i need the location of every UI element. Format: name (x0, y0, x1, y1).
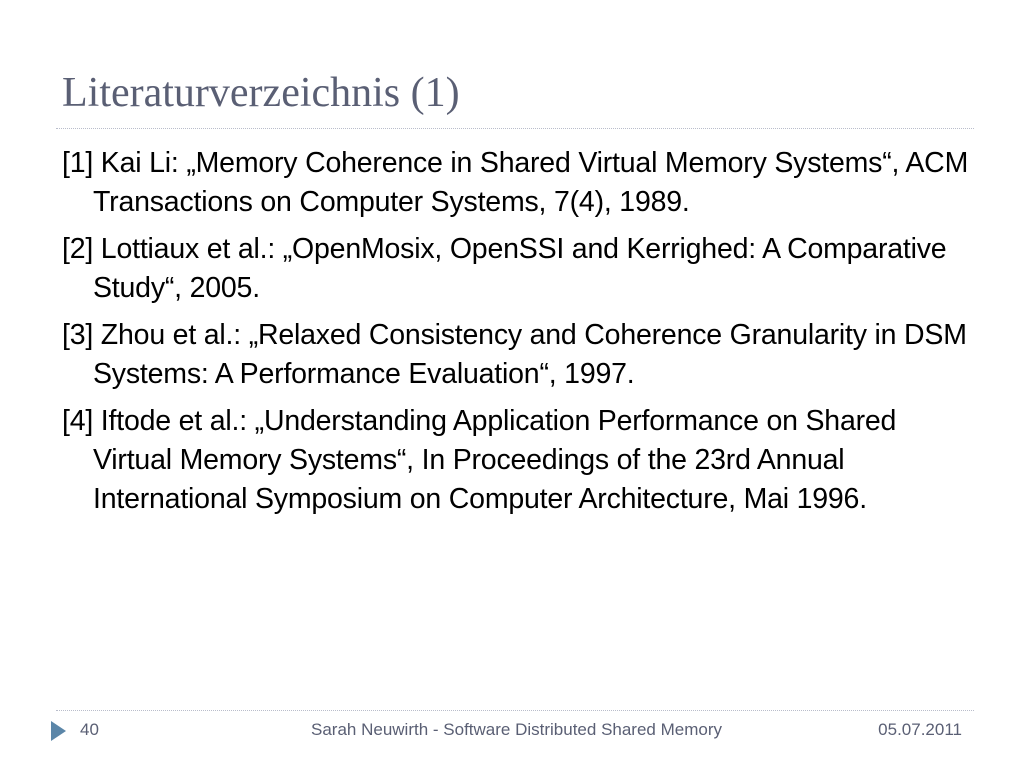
title-divider (56, 128, 974, 129)
slide-title: Literaturverzeichnis (1) (62, 70, 460, 116)
triangle-arrow-icon (51, 721, 66, 741)
footer-date: 05.07.2011 (878, 720, 962, 739)
reference-list (62, 144, 974, 527)
page-number: 40 (80, 720, 99, 739)
reference-item-1: [1] Kai Li: „Memory Coherence in Shared Virtual Memory Systems“, ACM Transactions on Computer Systems, 7(4), 1989. (62, 147, 969, 218)
reference-item-2: [2] Lottiaux et al.: „OpenMosix, OpenSSI and Kerrighed: A Comparative Study“, 2005. (62, 233, 947, 304)
reference-item-4: [4] Iftode et al.: „Understanding Application Performance on Shared Virtual Memory Systems“, In Proceedings of the 23rd Annual International Symposium on Computer Architecture, Mai 1996. (62, 405, 897, 515)
reference-item-3: [3] Zhou et al.: „Relaxed Consistency and Coherence Granularity in DSM Systems: A Performance Evaluation“, 1997. (62, 319, 967, 390)
footer-presenter-title: Sarah Neuwirth - Software Distributed Shared Memory (311, 720, 722, 739)
footer-divider (56, 710, 974, 711)
